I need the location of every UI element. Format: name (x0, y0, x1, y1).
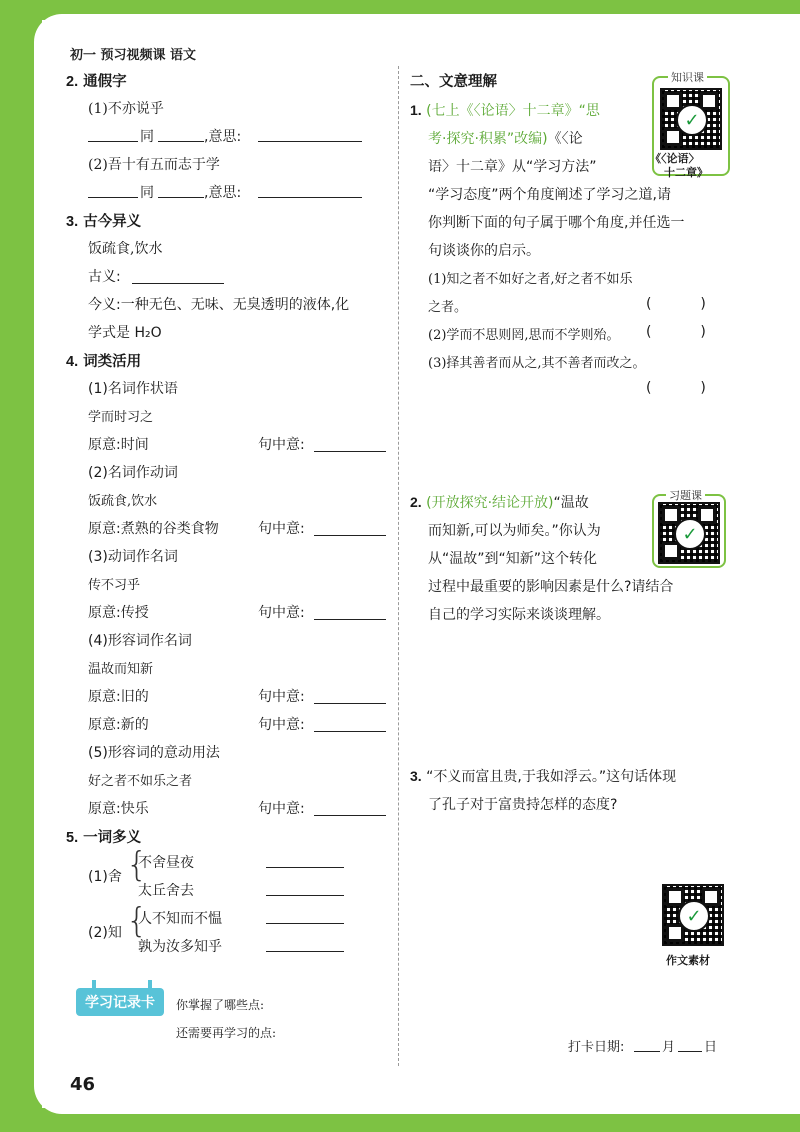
section-2-heading (66, 70, 127, 91)
checkin-label: 打卡日期: (568, 1040, 625, 1055)
sentence-2: (2)学而不思则罔,思而不学则殆。 (428, 328, 620, 343)
section-3-heading (66, 210, 141, 231)
label-same: 同 (140, 185, 154, 201)
in-sentence-label: 句中意: (258, 801, 305, 817)
answer-blank[interactable] (314, 618, 386, 620)
ancient-modern-phrase: 饭疏食,饮水 (88, 241, 163, 257)
sub-title: (1)名词作状语 (88, 381, 178, 397)
question-1-line5: 你判断下面的句子属于哪个角度,并任选一 (428, 215, 685, 231)
section-number: 3. (66, 214, 79, 230)
question-number: 1. (410, 102, 422, 118)
qr-caption: 十二章》 (664, 166, 708, 179)
label-same: 同 (140, 129, 154, 145)
question-3-line1 (410, 766, 676, 786)
answer-blank[interactable] (132, 282, 224, 284)
answer-blank[interactable] (266, 950, 344, 952)
section-5-heading (66, 826, 141, 847)
answer-blank[interactable] (266, 922, 344, 924)
question-1-line1 (410, 100, 600, 120)
original-meaning: 原意:旧的 (88, 689, 149, 705)
label-meaning: ,意思: (204, 129, 242, 145)
review-prompt: 还需要再学习的点: (176, 1026, 277, 1040)
original-meaning: 原意:时间 (88, 437, 149, 453)
modern-meaning-line2: 学式是 H₂O (88, 325, 162, 341)
question-2-line4: 过程中最重要的影响因素是什么?请结合 (428, 579, 674, 595)
section-number: 4. (66, 354, 79, 370)
qr-label: 知识课 (668, 69, 707, 85)
page-header: 初一 预习视频课 语文 (70, 48, 197, 63)
modern-meaning-line1: 今义:一种无色、无味、无臭透明的液体,化 (88, 297, 350, 313)
in-sentence-label: 句中意: (258, 521, 305, 537)
answer-blank[interactable] (314, 450, 386, 452)
section-title: 通假字 (83, 74, 127, 90)
section-number: 2. (66, 74, 79, 90)
original-meaning: 原意:煮熟的谷类食物 (88, 521, 219, 537)
sub-title: (2)名词作动词 (88, 465, 178, 481)
card-pin (92, 980, 96, 988)
question-text: “不义而富且贵,于我如浮云。”这句话体现 (426, 769, 677, 785)
day-label: 日 (704, 1040, 718, 1055)
section-4-heading (66, 350, 141, 371)
in-sentence-label: 句中意: (258, 605, 305, 621)
question-2-line2: 而知新,可以为师矣。”你认为 (428, 523, 601, 539)
original-meaning: 原意:传授 (88, 605, 149, 621)
answer-parentheses[interactable]: ( ) (646, 296, 706, 312)
sub-title: (3)动词作名词 (88, 549, 178, 565)
qr-code-icon[interactable] (662, 884, 724, 946)
column-divider (398, 66, 399, 1066)
brace-icon: { (126, 845, 148, 885)
polysemy-item: 人不知而不愠 (138, 911, 222, 927)
page-number: 46 (70, 1074, 96, 1095)
answer-blank[interactable] (314, 702, 386, 704)
question-text: 《〈论 (547, 131, 583, 147)
sub-title: (4)形容词作名词 (88, 633, 192, 649)
card-pin (148, 980, 152, 988)
example-phrase: 学而时习之 (88, 410, 154, 425)
example-phrase: 饭疏食,饮水 (88, 494, 158, 509)
question-1-line2 (428, 128, 583, 148)
original-meaning: 原意:快乐 (88, 801, 149, 817)
brace-icon: { (126, 901, 148, 941)
month-label: 月 (662, 1040, 676, 1055)
checkmark-icon: ✓ (678, 900, 710, 932)
answer-blank[interactable] (266, 866, 344, 868)
month-blank[interactable] (634, 1050, 660, 1052)
in-sentence-label: 句中意: (258, 717, 305, 733)
polysemy-label: (2)知 (88, 925, 122, 941)
answer-parentheses[interactable]: ( ) (646, 380, 706, 396)
example-phrase: 温故而知新 (88, 662, 154, 677)
question-1-line4: “学习态度”两个角度阐述了学习之道,请 (428, 187, 671, 203)
answer-parentheses[interactable]: ( ) (646, 324, 706, 340)
section-title: 词类活用 (83, 354, 142, 370)
question-source-tag: (七上《〈论语〉十二章》“思 (426, 103, 600, 119)
question-3-line2: 了孔子对于富贵持怎样的态度? (428, 797, 618, 813)
question-text: “温故 (553, 495, 589, 511)
sub-title: (5)形容词的意动用法 (88, 745, 220, 761)
mastered-prompt: 你掌握了哪些点: (176, 998, 265, 1012)
label-meaning: ,意思: (204, 185, 242, 201)
answer-blank[interactable] (158, 140, 204, 142)
section-title: 一词多义 (83, 830, 142, 846)
question-number: 3. (410, 768, 422, 784)
section-heading: 二、文意理解 (410, 74, 497, 90)
tongjia-q2: (2)吾十有五而志于学 (88, 157, 220, 173)
section-number: 5. (66, 830, 79, 846)
in-sentence-label: 句中意: (258, 437, 305, 453)
question-1-line6: 句谈谈你的启示。 (428, 243, 540, 259)
checkmark-icon: ✓ (674, 518, 706, 550)
checkmark-icon: ✓ (676, 104, 708, 136)
polysemy-item: 不舍昼夜 (138, 855, 194, 871)
question-2-line5: 自己的学习实际来谈谈理解。 (428, 607, 610, 623)
original-meaning: 原意:新的 (88, 717, 149, 733)
qr-code-icon[interactable] (660, 88, 722, 150)
section-title: 古今异义 (83, 214, 142, 230)
question-2-line3: 从“温故”到“知新”这个转化 (428, 551, 598, 567)
answer-blank[interactable] (266, 894, 344, 896)
answer-blank[interactable] (258, 196, 362, 198)
answer-blank[interactable] (88, 140, 138, 142)
sentence-3: (3)择其善者而从之,其不善者而改之。 (428, 356, 646, 371)
answer-blank[interactable] (314, 534, 386, 536)
in-sentence-label: 句中意: (258, 689, 305, 705)
polysemy-item: 太丘舍去 (138, 883, 194, 899)
question-source-tag: 考·探究·积累”改编) (428, 131, 548, 147)
polysemy-item: 孰为汝多知乎 (138, 939, 222, 955)
example-phrase: 传不习乎 (88, 578, 141, 593)
answer-blank[interactable] (158, 196, 204, 198)
day-blank[interactable] (678, 1050, 702, 1052)
qr-caption: 《〈论语〉 (650, 152, 700, 165)
question-number: 2. (410, 494, 422, 510)
answer-blank[interactable] (258, 140, 362, 142)
question-source-tag: (开放探究·结论开放) (426, 495, 554, 511)
polysemy-label: (1)舍 (88, 869, 122, 885)
tongjia-q1: (1)不亦说乎 (88, 101, 164, 117)
example-phrase: 好之者不如乐之者 (88, 774, 193, 789)
answer-blank[interactable] (314, 730, 386, 732)
sentence-1b: 之者。 (428, 300, 468, 315)
answer-blank[interactable] (88, 196, 138, 198)
qr-caption: 作文素材 (666, 954, 710, 967)
qr-label: 习题课 (666, 487, 705, 503)
question-1-line3: 语〉十二章》从“学习方法” (428, 159, 597, 175)
sentence-1a: (1)知之者不如好之者,好之者不如乐 (428, 272, 633, 287)
qr-code-icon[interactable] (658, 502, 720, 564)
answer-blank[interactable] (314, 814, 386, 816)
ancient-meaning-label: 古义: (88, 269, 121, 285)
question-2-line1 (410, 492, 589, 512)
qr-card-exercise[interactable] (652, 489, 726, 568)
study-record-card-label: 学习记录卡 (76, 988, 164, 1016)
